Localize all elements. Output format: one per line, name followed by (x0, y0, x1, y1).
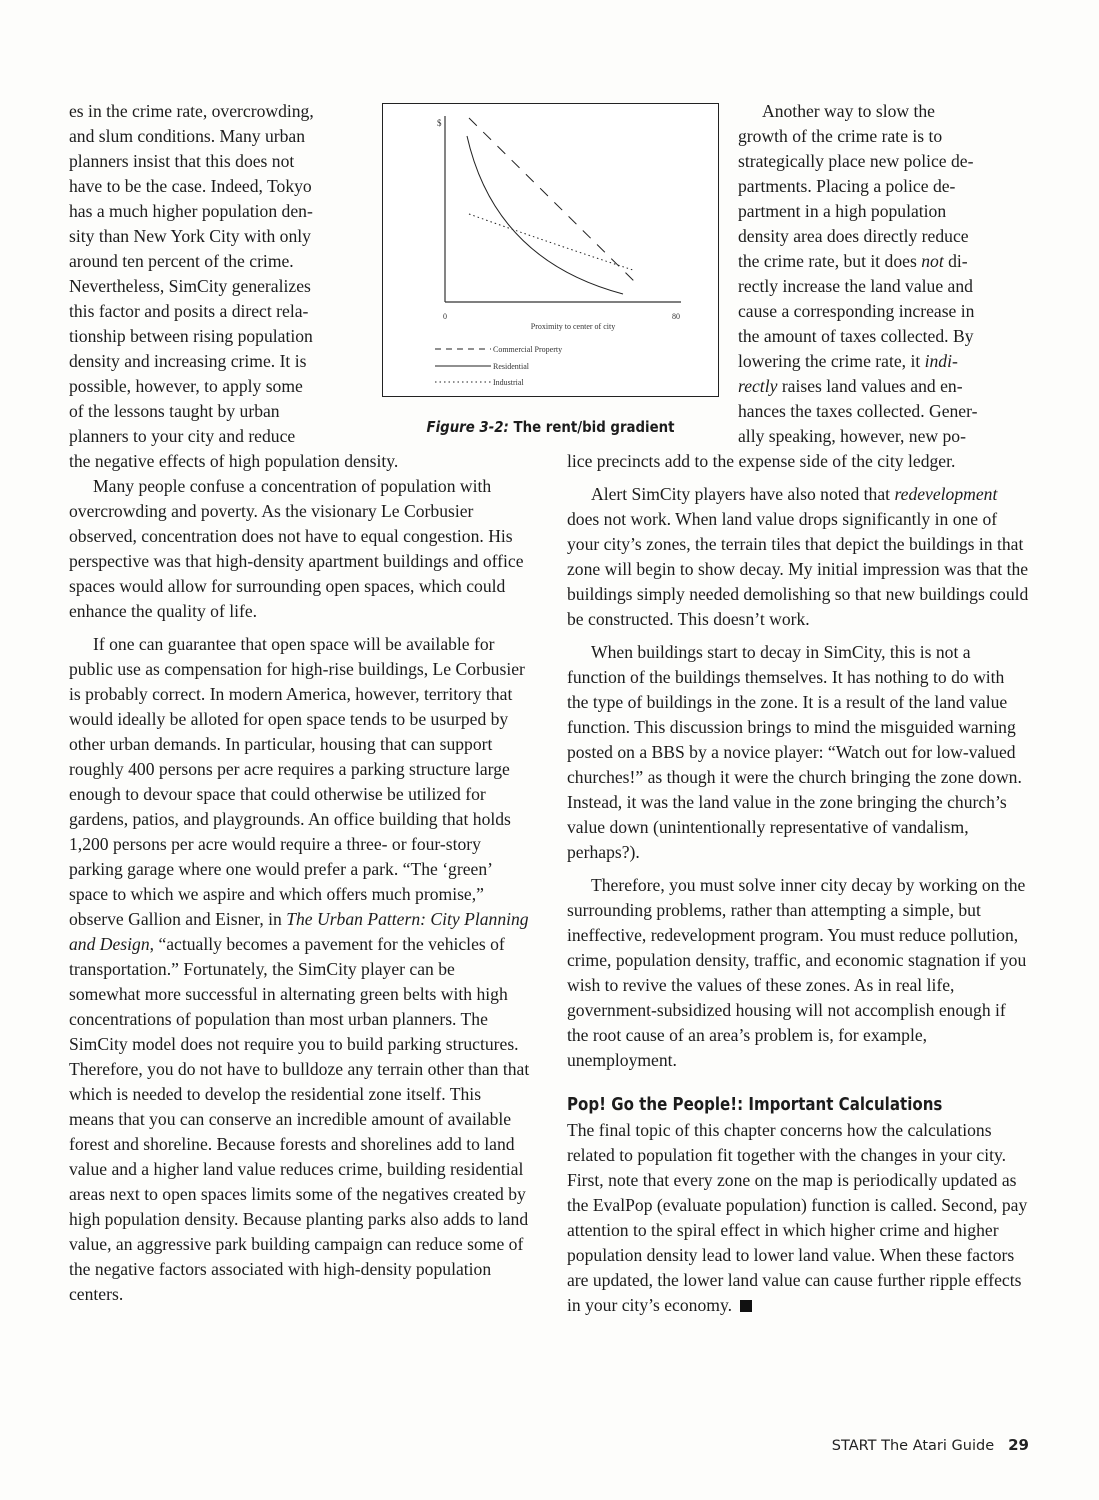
text-line (738, 99, 1030, 124)
text-span: The final topic of this chapter concerns how the calculations related to population fit together with the changes in your city. First, note that every zone on the map is periodically updated as the EvalPop (evaluate population) function is called. Second, pay attention to the spiral effect in which higher crime and higher population density lead to lower land value. When these factors are updated, the lower land value can cause further ripple effects in your city’s economy. (567, 1120, 1028, 1315)
legend-industrial-label: Industrial (493, 378, 524, 387)
text-span: Alert SimCity players have also noted that (591, 484, 895, 504)
text-line: around ten percent of the crime. (69, 251, 294, 271)
running-title: START The Atari Guide (831, 1438, 995, 1454)
paragraph (69, 632, 530, 1307)
text-line: planners to your city and reduce (69, 426, 296, 446)
legend-commercial-label: Commercial Property (493, 345, 563, 354)
text-line: growth of the crime rate is to (738, 126, 943, 146)
text-line (738, 249, 1030, 274)
text-span: the crime rate, but it does (738, 251, 917, 271)
paragraph: When buildings start to decay in SimCity, this is not a function of the buildings themselves. It has nothing to do with the type of buildings in the zone. It is a result of the land value function. This discussion brings to mind the misguided warning posted on a BBS by a novice player: “Watch out for low-valued churches!” as though it were the church bringing the zone down. Instead, it was the land value in the zone bringing the church’s value down (unintentionally representative of vandalism, perhaps?). (567, 642, 1022, 862)
text-span: Another way to slow the (762, 101, 935, 121)
end-of-article-icon (740, 1300, 752, 1312)
text-line: cause a corresponding increase in (738, 301, 975, 321)
x-min-label: 0 (443, 312, 447, 321)
figure-caption (406, 418, 696, 436)
text-line: of the lessons taught by urban (69, 401, 280, 421)
emphasis: not (921, 251, 944, 271)
figure-graph (383, 104, 720, 398)
paragraph: Many people confuse a concentration of population with overcrowding and poverty. As the visionary Le Corbusier observed, concentration does not have to equal congestion. His perspective was that high-density apartment buildings and office spaces would allow for surrounding open spaces, which could enhance the quality of life. (69, 476, 524, 621)
paragraph: the negative effects of high population density. (69, 451, 399, 471)
paragraph (567, 482, 1029, 632)
figure-number: Figure 3-2: (426, 418, 509, 436)
text-line: density area does directly reduce (738, 226, 969, 246)
text-line: es in the crime rate, overcrowding, (69, 101, 314, 121)
y-axis-label: $ (437, 118, 442, 128)
text-span: If one can guarantee that open space will be available for public use as compensation for high-rise buildings, Le Corbusier is probably correct. In modern America, however, territory that would ideally be alloted for open space tends to be usurped by other urban demands. In particular, housing that can support roughly 400 persons per acre requires a parking structure large enough to devour space that could otherwise be utilized for gardens, patios, and playgrounds. An office building that holds 1,200 persons per acre would require a three- or four-story parking garage where one would prefer a park. “The ‘green’ space to which we aspire and which offers much promise,” observe Gallion and Eisner, in (69, 634, 525, 929)
text-line: Nevertheless, SimCity generalizes (69, 276, 311, 296)
right-column (567, 449, 1029, 1318)
text-line: hances the taxes collected. Gener- (738, 401, 978, 421)
page-footer (832, 1436, 1029, 1454)
text-span: does not work. When land value drops significantly in one of your city’s zones, the terrain tiles that depict the buildings in that zone will begin to show decay. My initial impression was that the buildings simply needed demolishing so that new buildings could be constructed. This doesn’t work. (567, 509, 1029, 629)
legend-residential-label: Residential (493, 362, 529, 371)
paragraph: lice precincts add to the expense side of the city ledger. (567, 451, 956, 471)
wrap-right-column (738, 99, 1030, 449)
paragraph: Therefore, you must solve inner city decay by working on the surrounding problems, rather than attempting a simple, but ineffective, redevelopment program. You must reduce pollution, crime, population density, traffic, and economic stagnation if you wish to revive the values of these zones. As in real life, government-subsidized housing will not accomplish enough if the root cause of an area’s problem is, for example, unemployment. (567, 875, 1027, 1070)
text-line: density and increasing crime. It is (69, 351, 307, 371)
section-heading: Pop! Go the People!: Important Calculations (567, 1095, 943, 1115)
text-line: this factor and posits a direct rela- (69, 301, 309, 321)
text-line: sity than New York City with only (69, 226, 311, 246)
text-line: possible, however, to apply some (69, 376, 303, 396)
left-column (69, 449, 530, 1307)
commercial-curve (469, 118, 639, 286)
emphasis: indi- (924, 351, 958, 371)
x-max-label: 80 (672, 312, 680, 321)
text-span: , “actually becomes a pavement for the vehicles of transportation.” Fortunately, the SimCity player can be somewhat more successful in alternating green belts with high concentrations of population than most urban planners. The SimCity model does not require you to build parking structures. Therefore, you do not have to bulldoze any terrain other than that which is needed to develop the residential zone itself. This means that you can conserve an incredible amount of available forest and shoreline. Because forests and shorelines add to land value and a higher land value reduces crime, building residential areas next to open spaces limits some of the negatives created by high population density. Because planting parks also adds to land value, an aggressive park building campaign can reduce some of the negative factors associated with high-density population centers. (69, 934, 530, 1304)
text-span: lowering the crime rate, it (738, 351, 921, 371)
residential-curve (467, 136, 623, 294)
text-line: tionship between rising population (69, 326, 313, 346)
figure-rent-bid-gradient (382, 103, 719, 397)
text-line: rectly increase the land value and (738, 276, 973, 296)
text-span: raises land values and en- (781, 376, 963, 396)
text-line (738, 349, 1030, 374)
text-line: and slum conditions. Many urban (69, 126, 306, 146)
emphasis: redevelopment (894, 484, 998, 504)
x-axis-label: Proximity to center of city (530, 322, 616, 331)
text-line: strategically place new police de- (738, 151, 974, 171)
paragraph (567, 1118, 1029, 1318)
page-number: 29 (1008, 1436, 1029, 1454)
text-line: ally speaking, however, new po- (738, 426, 966, 446)
figure-title: The rent/bid gradient (508, 418, 675, 436)
wrap-left-column (69, 99, 389, 449)
text-line: planners insist that this does not (69, 151, 295, 171)
text-line: partment in a high population (738, 201, 947, 221)
text-line: have to be the case. Indeed, Tokyo (69, 176, 312, 196)
text-line: partments. Placing a police de- (738, 176, 956, 196)
text-line: has a much higher population den- (69, 201, 313, 221)
text-line (738, 374, 1030, 399)
text-line: the amount of taxes collected. By (738, 326, 974, 346)
emphasis: rectly (738, 376, 778, 396)
text-span: di- (948, 251, 968, 271)
book-title: The Urban Pattern: City Planning and Design (69, 909, 529, 954)
industrial-curve (469, 214, 633, 270)
